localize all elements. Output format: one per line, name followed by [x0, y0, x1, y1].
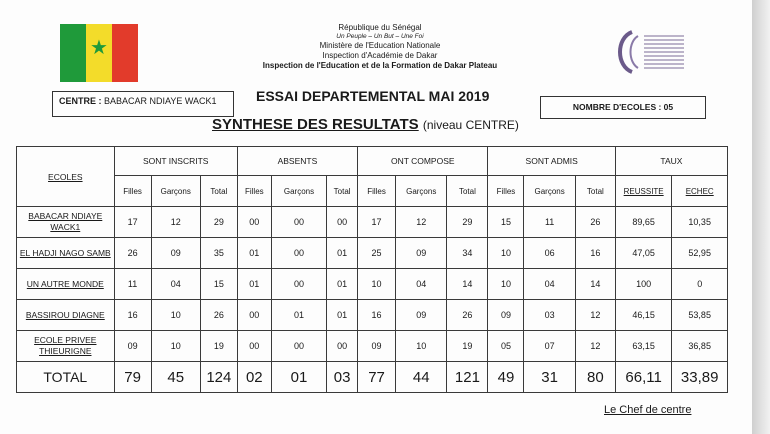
inspection-logo-icon: [612, 26, 688, 78]
cell-composes-garcons: 04: [396, 269, 447, 300]
cell-absents-garcons: 00: [271, 331, 326, 362]
cell-absents-total: 01: [327, 238, 358, 269]
cell-inscrits-total: 35: [200, 238, 237, 269]
cell-admis-total: 26: [575, 207, 615, 238]
school-name: UN AUTRE MONDE: [17, 269, 115, 300]
cell-absents-total: 00: [327, 207, 358, 238]
table-row: [17, 331, 728, 362]
total-absents-filles: 02: [237, 362, 271, 393]
cell-taux-echec: 36,85: [672, 331, 728, 362]
cell-composes-garcons: 12: [396, 207, 447, 238]
centre-value: BABACAR NDIAYE WACK1: [104, 96, 217, 106]
table-total-row: [17, 362, 728, 393]
cell-absents-filles: 00: [237, 207, 271, 238]
cell-admis-total: 16: [575, 238, 615, 269]
cell-composes-garcons: 09: [396, 238, 447, 269]
total-admis-garcons: 31: [524, 362, 575, 393]
cell-absents-total: 01: [327, 300, 358, 331]
cell-taux-reussite: 46,15: [615, 300, 672, 331]
cell-taux-reussite: 100: [615, 269, 672, 300]
cell-composes-garcons: 10: [396, 331, 447, 362]
header-academy: Inspection d'Académie de Dakar: [322, 51, 438, 60]
cell-absents-total: 01: [327, 269, 358, 300]
total-inscrits-total: 124: [200, 362, 237, 393]
total-inscrits-filles: 79: [114, 362, 151, 393]
table-row: [17, 207, 728, 238]
cell-taux-reussite: 89,65: [615, 207, 672, 238]
subtitle-level: (niveau CENTRE): [422, 118, 519, 132]
cell-composes-filles: 10: [358, 269, 396, 300]
cell-admis-garcons: 03: [524, 300, 575, 331]
cell-inscrits-filles: 17: [114, 207, 151, 238]
cell-inscrits-filles: 09: [114, 331, 151, 362]
col-header-taux: TAUX: [615, 147, 727, 176]
cell-absents-filles: 00: [237, 300, 271, 331]
total-composes-filles: 77: [358, 362, 396, 393]
sub-header-garcons: Garçons: [271, 176, 326, 207]
cell-absents-filles: 00: [237, 331, 271, 362]
cell-composes-filles: 16: [358, 300, 396, 331]
cell-inscrits-total: 26: [200, 300, 237, 331]
cell-inscrits-garcons: 12: [151, 207, 200, 238]
col-header-inscrits: SONT INSCRITS: [114, 147, 237, 176]
cell-absents-garcons: 00: [271, 269, 326, 300]
col-header-ecoles: ECOLES: [17, 147, 115, 207]
table-row: [17, 269, 728, 300]
total-taux-echec: 33,89: [672, 362, 728, 393]
sub-header-garcons: Garçons: [396, 176, 447, 207]
sub-header-total: Total: [200, 176, 237, 207]
cell-admis-total: 12: [575, 331, 615, 362]
cell-admis-garcons: 11: [524, 207, 575, 238]
table-group-header-row: [17, 147, 728, 176]
cell-taux-echec: 53,85: [672, 300, 728, 331]
header-motto: Un Peuple – Un But – Une Foi: [336, 33, 424, 40]
subtitle-main: SYNTHESE DES RESULTATS: [212, 116, 419, 133]
cell-inscrits-filles: 26: [114, 238, 151, 269]
cell-inscrits-total: 29: [200, 207, 237, 238]
cell-admis-garcons: 06: [524, 238, 575, 269]
centre-label: CENTRE :: [59, 96, 102, 106]
school-name: BABACAR NDIAYE WACK1: [17, 207, 115, 238]
total-taux-reussite: 66,11: [615, 362, 672, 393]
centre-box: [52, 91, 234, 117]
col-header-composes: ONT COMPOSE: [358, 147, 488, 176]
cell-inscrits-total: 15: [200, 269, 237, 300]
cell-admis-garcons: 04: [524, 269, 575, 300]
total-composes-total: 121: [447, 362, 488, 393]
sub-header-garcons: Garçons: [524, 176, 575, 207]
cell-absents-filles: 01: [237, 238, 271, 269]
school-name: EL HADJI NAGO SAMB: [17, 238, 115, 269]
cell-taux-reussite: 63,15: [615, 331, 672, 362]
page-title: ESSAI DEPARTEMENTAL MAI 2019: [256, 88, 490, 104]
header-ministry: Ministère de l'Education Nationale: [319, 41, 441, 50]
cell-inscrits-garcons: 10: [151, 331, 200, 362]
cell-composes-filles: 17: [358, 207, 396, 238]
cell-inscrits-total: 19: [200, 331, 237, 362]
sub-header-total: Total: [327, 176, 358, 207]
cell-inscrits-filles: 16: [114, 300, 151, 331]
table-row: [17, 300, 728, 331]
sub-header-filles: Filles: [358, 176, 396, 207]
total-label: TOTAL: [17, 362, 115, 393]
col-header-absents: ABSENTS: [237, 147, 357, 176]
total-absents-total: 03: [327, 362, 358, 393]
cell-absents-total: 00: [327, 331, 358, 362]
document-header: [230, 23, 530, 71]
total-admis-filles: 49: [488, 362, 524, 393]
sub-header-reussite: REUSSITE: [615, 176, 672, 207]
col-header-admis: SONT ADMIS: [488, 147, 615, 176]
cell-absents-filles: 01: [237, 269, 271, 300]
cell-inscrits-garcons: 09: [151, 238, 200, 269]
cell-admis-total: 14: [575, 269, 615, 300]
cell-admis-total: 12: [575, 300, 615, 331]
cell-absents-garcons: 01: [271, 300, 326, 331]
cell-composes-filles: 25: [358, 238, 396, 269]
cell-admis-filles: 09: [488, 300, 524, 331]
cell-inscrits-garcons: 10: [151, 300, 200, 331]
table-sub-header-row: [17, 176, 728, 207]
cell-inscrits-filles: 11: [114, 269, 151, 300]
cell-composes-total: 34: [447, 238, 488, 269]
cell-composes-total: 26: [447, 300, 488, 331]
total-composes-garcons: 44: [396, 362, 447, 393]
cell-composes-total: 14: [447, 269, 488, 300]
cell-admis-filles: 15: [488, 207, 524, 238]
sub-header-filles: Filles: [237, 176, 271, 207]
cell-taux-echec: 0: [672, 269, 728, 300]
cell-admis-filles: 05: [488, 331, 524, 362]
cell-taux-echec: 10,35: [672, 207, 728, 238]
cell-absents-garcons: 00: [271, 207, 326, 238]
total-admis-total: 80: [575, 362, 615, 393]
cell-composes-total: 29: [447, 207, 488, 238]
signature-label: Le Chef de centre: [604, 404, 692, 416]
cell-admis-filles: 10: [488, 269, 524, 300]
cell-taux-reussite: 47,05: [615, 238, 672, 269]
cell-composes-filles: 09: [358, 331, 396, 362]
header-inspection: Inspection de l'Education et de la Formation de Dakar Plateau: [262, 61, 498, 70]
sub-header-garcons: Garçons: [151, 176, 200, 207]
results-table: [16, 146, 728, 393]
sub-header-total: Total: [447, 176, 488, 207]
school-count-box: NOMBRE D'ECOLES : 05: [540, 96, 706, 119]
cell-inscrits-garcons: 04: [151, 269, 200, 300]
cell-admis-filles: 10: [488, 238, 524, 269]
header-republic: République du Sénégal: [338, 23, 422, 32]
total-absents-garcons: 01: [271, 362, 326, 393]
senegal-flag-icon: ★: [60, 24, 138, 82]
cell-taux-echec: 52,95: [672, 238, 728, 269]
page-edge: [752, 0, 770, 434]
sub-header-filles: Filles: [114, 176, 151, 207]
cell-admis-garcons: 07: [524, 331, 575, 362]
school-name: BASSIROU DIAGNE: [17, 300, 115, 331]
total-inscrits-garcons: 45: [151, 362, 200, 393]
cell-composes-garcons: 09: [396, 300, 447, 331]
school-name: ECOLE PRIVEE THIEURIGNE: [17, 331, 115, 362]
sub-header-echec: ECHEC: [672, 176, 728, 207]
page-subtitle: [212, 116, 519, 133]
sub-header-total: Total: [575, 176, 615, 207]
cell-composes-total: 19: [447, 331, 488, 362]
table-row: [17, 238, 728, 269]
sub-header-filles: Filles: [488, 176, 524, 207]
cell-absents-garcons: 00: [271, 238, 326, 269]
